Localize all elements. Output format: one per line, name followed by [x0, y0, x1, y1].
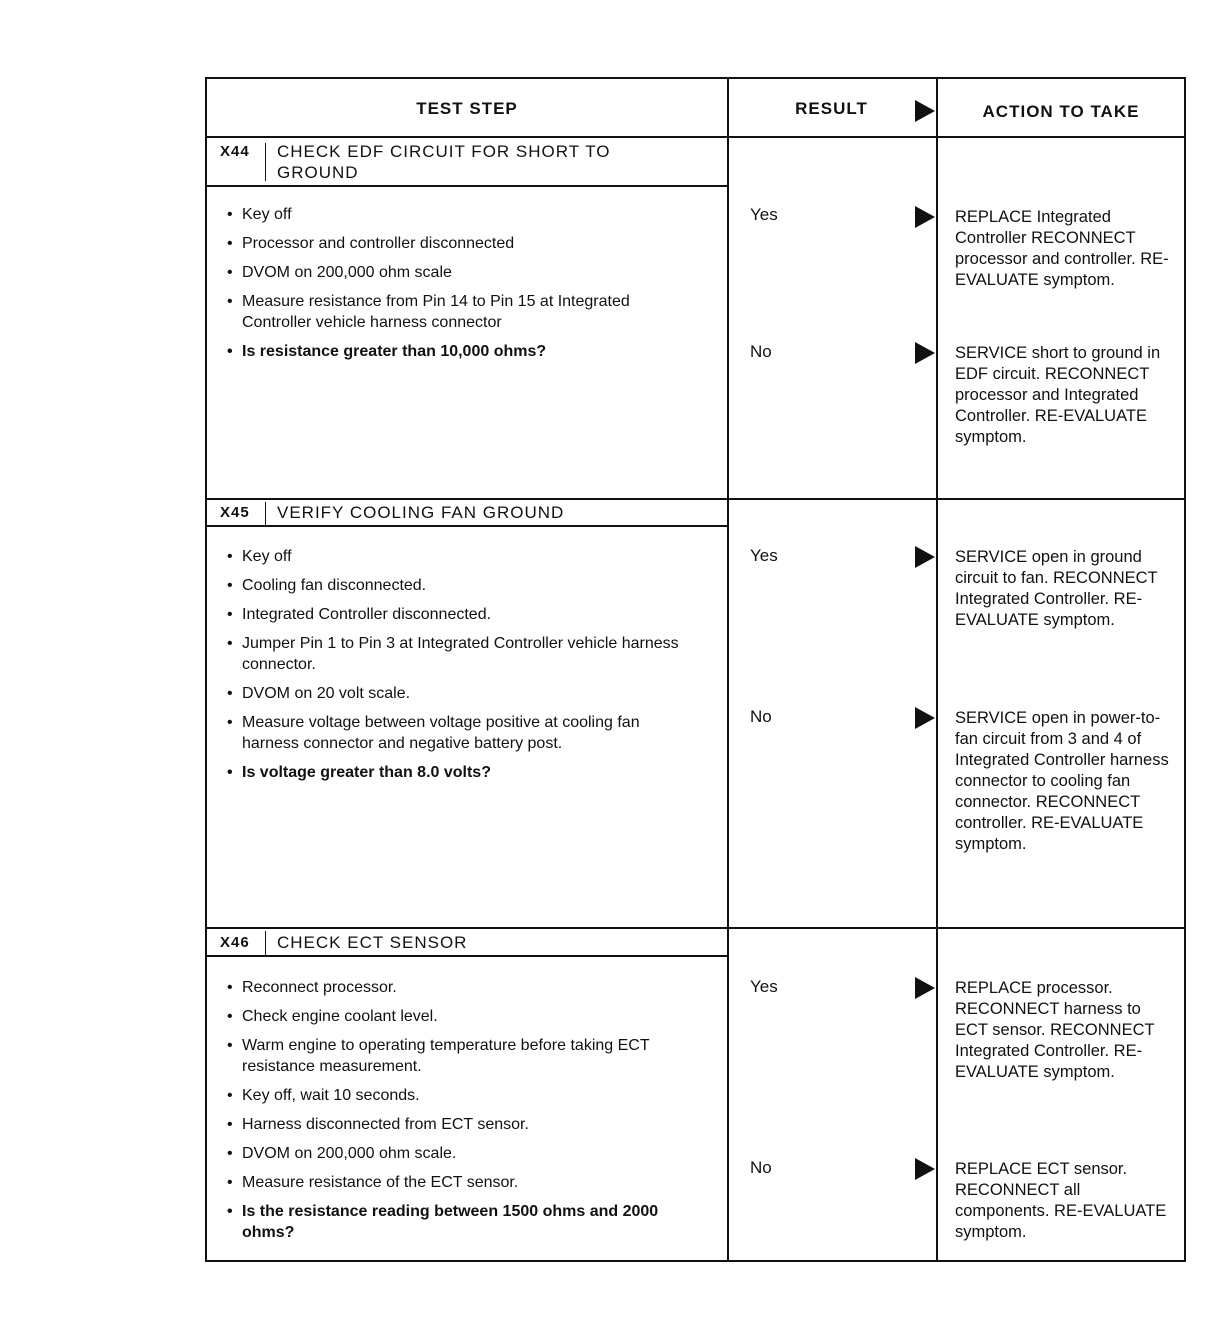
result-no: No: [750, 342, 772, 361]
header-arrow-icon: [915, 100, 935, 122]
step-title-divider: [207, 525, 727, 527]
result-yes: Yes: [750, 977, 778, 996]
list-item: • Measure voltage between voltage positive at cooling fan harness connector and negative battery post.: [225, 712, 695, 754]
list-item: • Warm engine to operating temperature before taking ECT resistance measurement.: [225, 1035, 695, 1077]
column-divider-result: [727, 79, 729, 1260]
list-item: • Key off: [225, 546, 695, 567]
arrow-right-icon: [915, 546, 935, 568]
step-title-x45: VERIFY COOLING FAN GROUND: [277, 503, 565, 522]
list-item: • DVOM on 20 volt scale.: [225, 683, 695, 704]
row-divider: [207, 927, 1184, 929]
list-item-question: • Is voltage greater than 8.0 volts?: [225, 762, 695, 783]
action-text: SERVICE open in power-to-fan circuit from 3 and 4 of Integrated Controller harness connector to cooling fan connector. RECONNECT controller. RE-EVALUATE symptom.: [955, 709, 1169, 853]
list-item-question: • Is resistance greater than 10,000 ohms?: [225, 341, 695, 362]
list-item: • Key off, wait 10 seconds.: [225, 1085, 695, 1106]
row-divider: [207, 498, 1184, 500]
header-test-step: TEST STEP: [416, 99, 518, 118]
list-item: • Cooling fan disconnected.: [225, 575, 695, 596]
list-item-question: • Is the resistance reading between 1500 ohms and 2000 ohms?: [225, 1201, 695, 1243]
step-bullets-x45: [225, 546, 695, 791]
header-result: RESULT: [795, 99, 868, 118]
step-title-x44: CHECK EDF CIRCUIT FOR SHORT TO GROUND: [277, 142, 611, 182]
step-id-x44: X44: [220, 143, 250, 160]
list-item: • Measure resistance from Pin 14 to Pin 15 at Integrated Controller vehicle harness connector: [225, 291, 695, 333]
step-id-x46: X46: [220, 934, 250, 951]
result-no: No: [750, 1158, 772, 1177]
list-item: • Reconnect processor.: [225, 977, 695, 998]
step-title-divider: [207, 185, 727, 187]
list-item: • Check engine coolant level.: [225, 1006, 695, 1027]
step-title-divider: [207, 955, 727, 957]
list-item: • Processor and controller disconnected: [225, 233, 695, 254]
list-item: • Key off: [225, 204, 695, 225]
header-divider: [207, 136, 1184, 138]
result-yes: Yes: [750, 546, 778, 565]
arrow-right-icon: [915, 206, 935, 228]
step-bullets-x46: [225, 977, 695, 1251]
list-item: • Measure resistance of the ECT sensor.: [225, 1172, 695, 1193]
list-item: • Harness disconnected from ECT sensor.: [225, 1114, 695, 1135]
arrow-right-icon: [915, 707, 935, 729]
step-id-separator: [265, 502, 266, 526]
step-id-x45: X45: [220, 504, 250, 521]
result-no: No: [750, 707, 772, 726]
step-title-x46: CHECK ECT SENSOR: [277, 933, 468, 952]
step-bullets-x44: [225, 204, 695, 370]
list-item: • Jumper Pin 1 to Pin 3 at Integrated Controller vehicle harness connector.: [225, 633, 695, 675]
list-item: • DVOM on 200,000 ohm scale.: [225, 1143, 695, 1164]
arrow-right-icon: [915, 1158, 935, 1180]
list-item: • Integrated Controller disconnected.: [225, 604, 695, 625]
column-divider-action: [936, 79, 938, 1260]
action-text: REPLACE processor. RECONNECT harness to ECT sensor. RECONNECT Integrated Controller. RE-EVALUATE symptom.: [955, 979, 1155, 1081]
action-text: REPLACE Integrated Controller RECONNECT processor and controller. RE-EVALUATE symptom.: [955, 208, 1169, 289]
list-item: • DVOM on 200,000 ohm scale: [225, 262, 695, 283]
action-text: SERVICE open in ground circuit to fan. RECONNECT Integrated Controller. RE-EVALUATE symptom.: [955, 548, 1158, 629]
arrow-right-icon: [915, 977, 935, 999]
action-text: SERVICE short to ground in EDF circuit. RECONNECT processor and Integrated Controller. RE-EVALUATE symptom.: [955, 344, 1161, 446]
header-action: ACTION TO TAKE: [982, 102, 1140, 121]
step-id-separator: [265, 931, 266, 956]
result-yes: Yes: [750, 205, 778, 224]
diagnostic-table: [205, 77, 1186, 1262]
action-text: REPLACE ECT sensor. RECONNECT all components. RE-EVALUATE symptom.: [955, 1160, 1167, 1241]
arrow-right-icon: [915, 342, 935, 364]
step-id-separator: [265, 143, 266, 181]
